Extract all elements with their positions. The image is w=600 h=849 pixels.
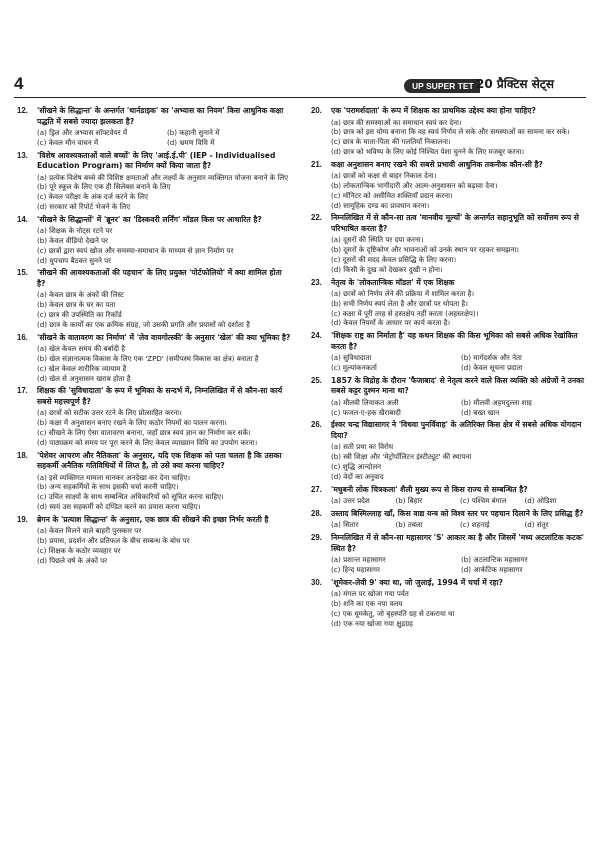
option-item: (b) तबला <box>395 520 423 530</box>
option-item: (a) दूसरों की स्थिति पर दया करना। <box>331 235 424 245</box>
option-item: (c) शहनाई <box>460 520 490 530</box>
question-number: 26. <box>311 420 322 430</box>
option-item: (d) आर्कटिक महासागर <box>461 565 523 575</box>
option-item: (d) खेल से अनुशासन खराब होता है <box>37 373 131 383</box>
options-list <box>37 128 291 148</box>
question-item <box>311 420 585 481</box>
question-item <box>17 106 291 148</box>
question-number: 23. <box>311 277 322 287</box>
header-rule <box>14 97 586 98</box>
options-list <box>331 171 585 210</box>
option-item: (c) पश्चिम बंगाल <box>460 496 507 506</box>
options-list <box>37 226 291 265</box>
option-item: (b) पूरे स्कूल के लिए एक ही सिलेबस बनाने के लिए <box>37 182 171 192</box>
page-header <box>0 74 600 96</box>
option-item: (c) शुद्धि आन्दोलन <box>331 462 382 472</box>
options-list <box>331 235 585 274</box>
option-item: (c) मूल्यांकनकर्ता <box>331 363 377 373</box>
question-number: 24. <box>311 331 322 341</box>
options-list <box>37 473 291 512</box>
question-number: 17. <box>17 386 28 396</box>
question-text: 'सीखने के सिद्धान्तों' में 'ब्रूनर' का 'डिस्कवरी लर्निंग' मॉडल किस पर आधारित है? <box>37 214 262 224</box>
option-item: (b) केवल वीडियो देखने पर <box>37 236 109 246</box>
option-item: (c) सीखने के लिए ऐसा वातावरण बनाना, जहाँ छात्र स्वयं ज्ञान का निर्माण कर सकें। <box>37 427 251 437</box>
option-item: (c) उचित साक्ष्यों के साथ सम्बन्धित अधिकारियों को सूचित करना चाहिए। <box>37 492 224 502</box>
option-item: (d) पाठ्यक्रम को समय पर पूरा करने के लिए केवल व्याख्यान विधि का उपयोग करना। <box>37 437 258 447</box>
question-number: 28. <box>311 508 322 518</box>
option-item: (d) स्वयं उस सहकर्मी को दण्डित करने का प्रयास करना चाहिए। <box>37 501 201 511</box>
question-item <box>17 268 291 329</box>
question-item <box>311 533 585 575</box>
option-item: (d) केवल नियमों के आधार पर कार्य करता है। <box>331 318 451 328</box>
options-list <box>331 442 585 481</box>
option-item: (c) शिक्षक के कठोर व्यवहार पर <box>37 545 121 555</box>
question-number: 18. <box>17 450 28 460</box>
option-item: (c) हिन्द महासागर <box>331 565 380 575</box>
question-item <box>17 451 291 512</box>
question-item <box>17 151 291 212</box>
question-item <box>311 485 585 506</box>
option-item: (a) ड्रिल और अभ्यास सॉफ्टवेयर में <box>37 128 128 137</box>
question-number: 12. <box>17 106 28 115</box>
question-text: निम्नलिखित में से कौन-सा महासागर 'S' आकार का है और जिसमें 'मध्य अटलांटिक कटक' स्थित है? <box>331 533 584 553</box>
option-item: (d) वेदों का अनुवाद <box>331 471 384 481</box>
option-item: (b) अन्य सहकर्मियों के साथ इसकी चर्चा करनी चाहिए। <box>37 482 179 492</box>
page-number: 4 <box>14 74 24 93</box>
question-text: 1857 के विद्रोह के दौरान 'फैजाबाद' से नेतृत्व करने वाले किस व्यक्ति को अंग्रेजों ने उनका सबसे कट्टर दुश्मन माना था? <box>331 375 584 396</box>
question-text: 'विशेष आवश्यकताओं वाले बच्चों' के लिए 'आई.ई.पी' (IEP - Individualised Education Program) का निर्माण क्यों किया जाता है? <box>37 150 276 171</box>
question-item <box>311 213 585 274</box>
question-text: एक 'परामर्शदाता' के रूप में शिक्षक का प्राथमिक उद्देश्य क्या होना चाहिए? <box>331 106 536 115</box>
option-item: (a) सितार <box>331 520 359 530</box>
book-title: 20 प्रैक्टिस सेट्स <box>476 77 554 91</box>
exam-tag: UP SUPER TET <box>404 79 480 93</box>
question-item <box>311 278 585 329</box>
options-list <box>37 290 291 329</box>
question-text: शिक्षक की 'सुविधादाता' के रूप में भूमिका के सन्दर्भ में, निम्नलिखित में से कौन-सा कार्य सबसे महत्त्वपूर्ण है? <box>37 386 283 406</box>
option-item: (c) खेल केवल शारीरिक व्यायाम है <box>37 363 127 373</box>
option-item: (a) शिक्षक के नोट्स रटने पर <box>37 226 113 236</box>
option-item: (b) स्त्री शिक्षा और 'मेट्रोपॉलिटन इंस्टीट्यूट' की स्थापना <box>331 452 472 462</box>
question-text: 'शिक्षक राष्ट्र का निर्माता है' यह कथन शिक्षक की किस भूमिका को सबसे अधिक रेखांकित करता है? <box>331 331 578 351</box>
option-item: (c) फजल-ए-हक खैराबादी <box>331 407 401 417</box>
option-item: (b) बिहार <box>395 496 423 506</box>
option-item: (c) एक धूमकेतु, जो बृहस्पति ग्रह से टकराया था <box>331 608 455 618</box>
question-number: 14. <box>17 214 28 224</box>
option-item: (a) छात्र की समस्याओं का समाधान स्वयं कर देना। <box>331 117 462 127</box>
option-item: (c) कक्षा में पूरी तरह से हस्तक्षेप नहीं करता (अहस्तक्षेप)। <box>331 308 479 318</box>
question-text: उस्ताद बिस्मिल्लाह खाँ, किस वाद्य यन्त्र को विश्व स्तर पर पहचान दिलाने के लिए प्रसिद्ध हैं? <box>331 508 584 518</box>
option-item: (d) भ्रमण विधि में <box>167 137 215 147</box>
option-item: (d) चुपचाप बैठकर सुनने पर <box>37 255 112 265</box>
option-item: (b) सभी निर्णय स्वयं लेता है और छात्रों पर थोपता है। <box>331 298 468 308</box>
option-item: (a) उत्तर प्रदेश <box>331 496 370 506</box>
options-list <box>37 173 291 212</box>
question-item <box>311 106 585 157</box>
option-item: (d) किसी के दुख को देखकर दुखी न होना। <box>331 264 443 274</box>
option-item: (b) केवल छात्र के घर का पता <box>37 300 116 310</box>
option-item: (b) प्रयास, प्रदर्शन और प्रतिफल के बीच सम्बन्ध के बोध पर <box>37 536 190 546</box>
question-item <box>311 331 585 373</box>
option-item: (d) ओडिशा <box>524 496 557 506</box>
question-text: ईश्वर चन्द्र विद्यासागर ने 'विधवा पुनर्विवाह' के अतिरिक्त किस क्षेत्र में सबसे अधिक योगदान दिया? <box>331 420 582 440</box>
options-list <box>331 398 585 418</box>
question-item <box>311 376 585 418</box>
options-list <box>331 118 585 157</box>
question-number: 30. <box>311 577 322 587</box>
right-column <box>311 106 585 632</box>
option-item: (a) मंगल पर खोजा गया पर्वत <box>331 589 409 599</box>
option-item: (c) छात्र की उपस्थिति का रिकॉर्ड <box>37 310 122 320</box>
option-item: (b) छात्र को इस योग्य बनाना कि वह स्वयं निर्णय ले सके और समस्याओं का सामना कर सके। <box>331 127 570 137</box>
option-item: (a) छात्रों को कक्षा से बाहर निकाल देना। <box>331 171 437 181</box>
question-item <box>311 509 585 530</box>
option-item: (a) सुविधादाता <box>331 353 372 363</box>
option-item: (a) सती प्रथा का विरोध <box>331 442 394 452</box>
option-item: (b) खेल संज्ञानात्मक विकास के लिए एक 'ZPD' (समीपस्थ विकास का क्षेत्र) बनाता है <box>37 353 259 363</box>
option-item: (b) कक्षा में अनुशासन बनाए रखने के लिए कठोर नियमों का पालन करना। <box>37 418 227 428</box>
option-item: (a) प्रत्येक विशेष बच्चे की विशिष्ट क्षमताओं और लक्ष्यों के अनुसार व्यक्तिगत योजना बनाने के लिए <box>37 172 289 182</box>
question-text: कक्षा अनुशासन बनाए रखने की सबसे प्रभावी आधुनिक तकनीक कौन-सी है? <box>331 159 543 169</box>
question-number: 22. <box>311 213 322 223</box>
option-item: (b) दूसरों के दृष्टिकोण और भावनाओं को उनके स्थान पर रहकर समझना। <box>331 245 519 255</box>
options-list <box>37 408 291 447</box>
question-text: नेतृत्व के 'लोकतान्त्रिक मॉडल' में एक शिक्षक <box>331 277 455 287</box>
question-number: 16. <box>17 332 28 342</box>
option-item: (b) कहानी सुनाने में <box>167 128 220 137</box>
option-item: (d) सामूहिक दण्ड का प्रावधान करना। <box>331 200 430 210</box>
options-list <box>331 520 585 530</box>
option-item: (c) दूसरों की मदद केवल प्रसिद्धि के लिए करना। <box>331 254 457 264</box>
option-item: (b) अटलान्टिक महासागर <box>461 555 528 565</box>
option-item: (d) संतूर <box>524 520 549 530</box>
option-item: (a) इसे व्यक्तिगत मामला मानकर अनदेखा कर देना चाहिए। <box>37 472 191 482</box>
left-column <box>17 106 291 568</box>
question-number: 19. <box>17 514 28 524</box>
question-number: 27. <box>311 484 322 494</box>
question-text: 'पेशेवर आचरण और नैतिकता' के अनुसार, यदि एक शिक्षक को पता चलता है कि उसका सहकर्मी अनैतिक गतिविधियों में लिप्त है, तो उसे क्या करना चाहिए? <box>37 450 282 471</box>
question-item <box>311 160 585 211</box>
question-item <box>17 333 291 384</box>
question-number: 21. <box>311 159 322 169</box>
option-item: (c) मॉनिटर को असीमित शक्तियाँ प्रदान करना। <box>331 190 453 200</box>
option-item: (b) मौलवी अहमदुल्ला शाह <box>461 397 532 407</box>
option-item: (b) शनि का एक नया वलय <box>331 599 403 609</box>
options-list <box>331 289 585 328</box>
options-list <box>331 555 585 575</box>
question-item <box>311 578 585 629</box>
option-item: (b) मार्गदर्शक और नेता <box>461 353 522 363</box>
question-text: 'मधुबनी लोक चित्रकला' शैली मुख्य रूप से किस राज्य से सम्बन्धित है? <box>331 484 528 494</box>
option-item: (d) पिछले वर्ष के अंकों पर <box>37 555 108 565</box>
options-list <box>331 589 585 628</box>
question-text: 'सीखने के वातावरण का निर्माण' में 'लेव वायगोत्स्की' के अनुसार 'खेल' की क्या भूमिका है? <box>37 332 291 342</box>
options-list <box>331 353 585 373</box>
options-list <box>37 526 291 565</box>
option-item: (d) छात्र को भविष्य के लिए कोई निश्चित पेशा चुनने के लिए मजबूर करना। <box>331 146 525 156</box>
question-text: 'सीखने के सिद्धान्त' के अन्तर्गत 'थार्नडाइक' का 'अभ्यास का नियम' किस आधुनिक कक्षा पद्धति में सबसे ज्यादा झलकता है? <box>37 106 284 126</box>
question-item <box>17 515 291 566</box>
option-item: (a) खेल केवल समय की बर्बादी है <box>37 344 125 354</box>
option-item: (c) छात्रों द्वारा स्वयं खोज और समस्या-समाधान के माध्यम से ज्ञान निर्माण पर <box>37 245 234 255</box>
question-text: 'सीखने की आवश्यकताओं की पहचान' के लिए प्रयुक्त 'पोर्टफोलियो' में क्या शामिल होता है? <box>37 268 282 288</box>
question-number: 15. <box>17 268 28 278</box>
question-item <box>17 386 291 447</box>
option-item: (d) सरकार को रिपोर्ट भेजने के लिए <box>37 201 131 211</box>
options-list <box>37 344 291 383</box>
option-item: (a) छात्रों को निर्णय लेने की प्रक्रिया में शामिल करता है। <box>331 289 475 299</box>
question-number: 13. <box>17 150 28 160</box>
option-item: (a) केवल छात्र के अंकों की लिस्ट <box>37 290 124 300</box>
question-text: ब्रेगन के 'प्रत्याश सिद्धान्त' के अनुसार, एक छात्र की सीखने की इच्छा निर्भर करती है <box>37 514 269 524</box>
option-item: (d) बख्त खान <box>461 407 500 417</box>
option-item: (d) एक नया खोजा गया क्षुद्रग्रह <box>331 618 413 628</box>
question-item <box>17 215 291 266</box>
option-item: (a) प्रशान्त महासागर <box>331 555 386 565</box>
option-item: (c) छात्र के माता-पिता की गलतियाँ निकालना। <box>331 137 451 147</box>
option-item: (c) केवल मौन वाचन में <box>37 137 99 147</box>
option-item: (d) छात्र के कार्यों का एक क्रमिक संग्रह, जो उसकी प्रगति और प्रयासों को दर्शाता है <box>37 319 250 329</box>
option-item: (a) केवल मिलने वाले बाहरी पुरस्कार पर <box>37 526 142 536</box>
option-item: (a) छात्रों को सटीक उत्तर रटने के लिए प्रोत्साहित करना। <box>37 408 182 418</box>
option-item: (c) केवल परीक्षा के अंक दर्ज करने के लिए <box>37 192 149 202</box>
question-number: 25. <box>311 375 322 385</box>
question-text: निम्नलिखित में से कौन-सा तत्व 'मानवीय मूल्यों' के अन्तर्गत सहानुभूति को सर्वोत्तम रूप से परिभाषित करता है? <box>331 213 579 233</box>
question-text: 'शूमेकर-लेवी 9' क्या था, जो जुलाई, 1994 में चर्चा में रहा? <box>331 577 503 587</box>
option-item: (d) केवल सूचना प्रदाता <box>461 363 523 373</box>
question-number: 29. <box>311 533 322 543</box>
question-number: 20. <box>311 106 322 115</box>
option-item: (a) मौलवी लियाकत अली <box>331 397 399 407</box>
options-list <box>331 496 585 506</box>
option-item: (b) लोकतान्त्रिक भागीदारी और आत्म-अनुशासन को बढ़ावा देना। <box>331 180 498 190</box>
